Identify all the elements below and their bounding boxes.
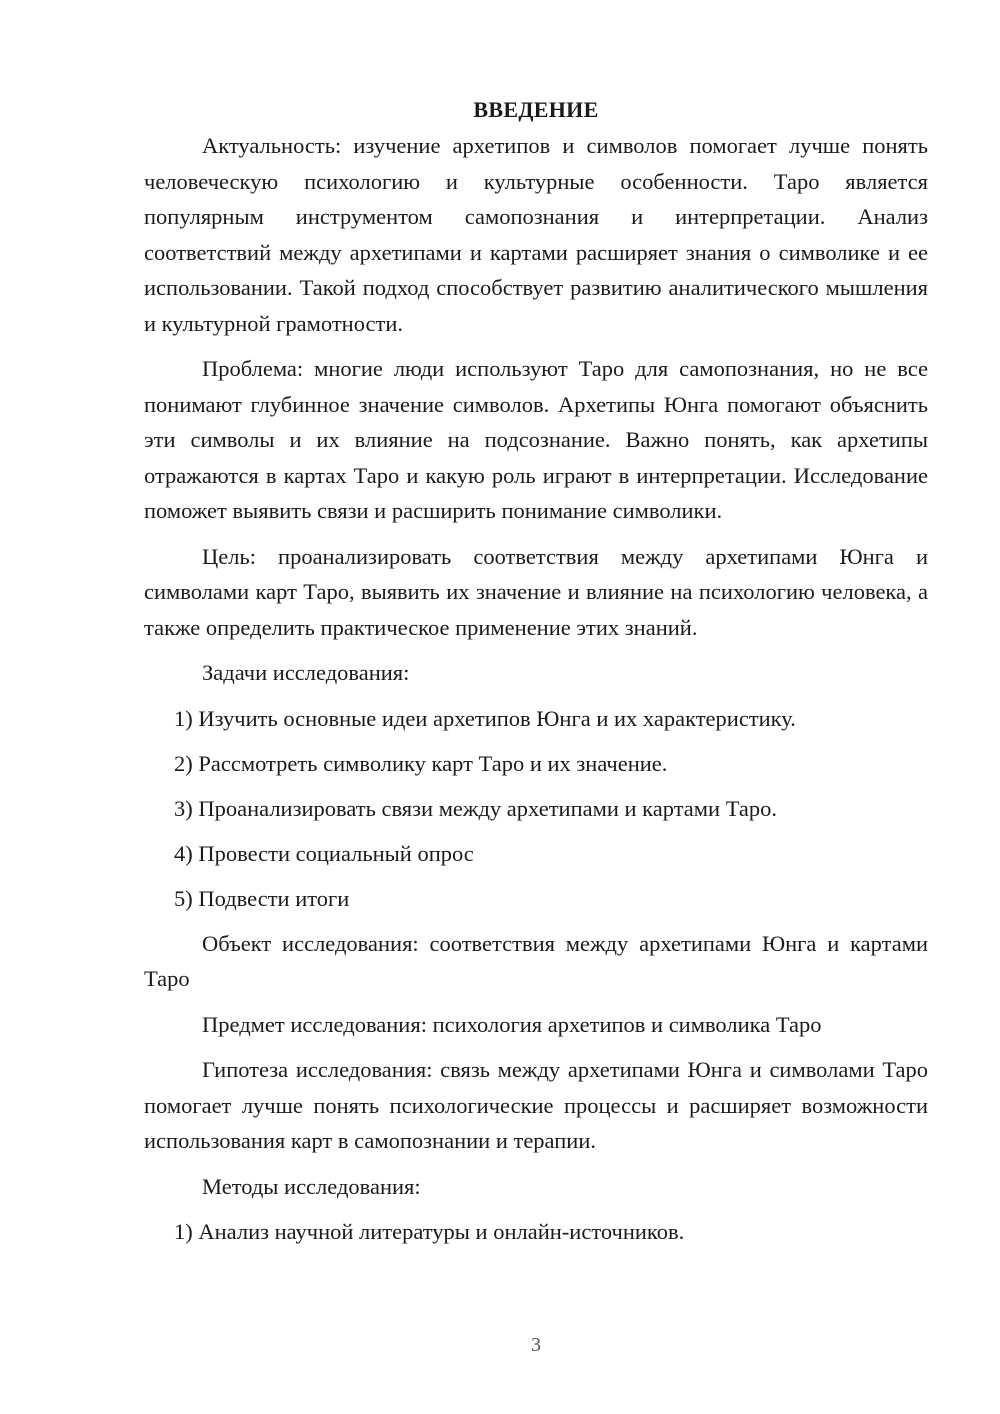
document-page — [144, 92, 928, 1259]
list-item: 1) Изучить основные идеи архетипов Юнга и их характеристику. — [174, 705, 796, 731]
methods-list — [144, 1214, 928, 1250]
list-item: 1) Анализ научной литературы и онлайн-источников. — [174, 1219, 685, 1244]
problem-paragraph: Проблема: многие люди используют Таро для самопознания, но не все понимают глубинное значение символов. Архетипы Юнга помогают объяснить эти символы и их влияние на подсознание. Важно понять, как архетипы отражаются в картах Таро и какую роль играют в интерпретации. Исследование поможет выявить связи и расширить понимание символики. — [144, 356, 928, 523]
list-item: 3) Проанализировать связи между архетипами и картами Таро. — [174, 795, 777, 821]
object-paragraph: Объект исследования: соответствия между архетипами Юнга и картами Таро — [144, 930, 928, 991]
list-item: 5) Подвести итоги — [174, 885, 350, 911]
hypothesis-paragraph: Гипотеза исследования: связь между архетипами Юнга и символами Таро помогает лучше понять психологические процессы и расширяет возможности использования карт в самопознании и терапии. — [144, 1057, 928, 1153]
page-number: 3 — [531, 1334, 541, 1356]
list-item: 2) Рассмотреть символику карт Таро и их значение. — [174, 750, 668, 776]
subject-paragraph: Предмет исследования: психология архетипов и символика Таро — [202, 1011, 822, 1037]
tasks-heading: Задачи исследования: — [202, 660, 410, 685]
goal-paragraph: Цель: проанализировать соответствия между архетипами Юнга и символами карт Таро, выявить их значение и влияние на психологию человека, а также определить практическое применение этих знаний. — [144, 543, 928, 640]
section-title: ВВЕДЕНИЕ — [473, 97, 599, 122]
relevance-paragraph: Актуальность: изучение архетипов и символов помогает лучше понять человеческую психологию и культурные особенности. Таро является популярным инструментом самопознания и интерпретации. Анализ соответствий между архетипами и картами расширяет знания о символике и ее использовании. Такой подход способствует развитию аналитического мышления и культурной грамотности. — [144, 133, 928, 336]
tasks-list — [144, 701, 928, 917]
methods-heading: Методы исследования: — [202, 1173, 421, 1199]
list-item: 4) Провести социальный опрос — [174, 840, 474, 866]
